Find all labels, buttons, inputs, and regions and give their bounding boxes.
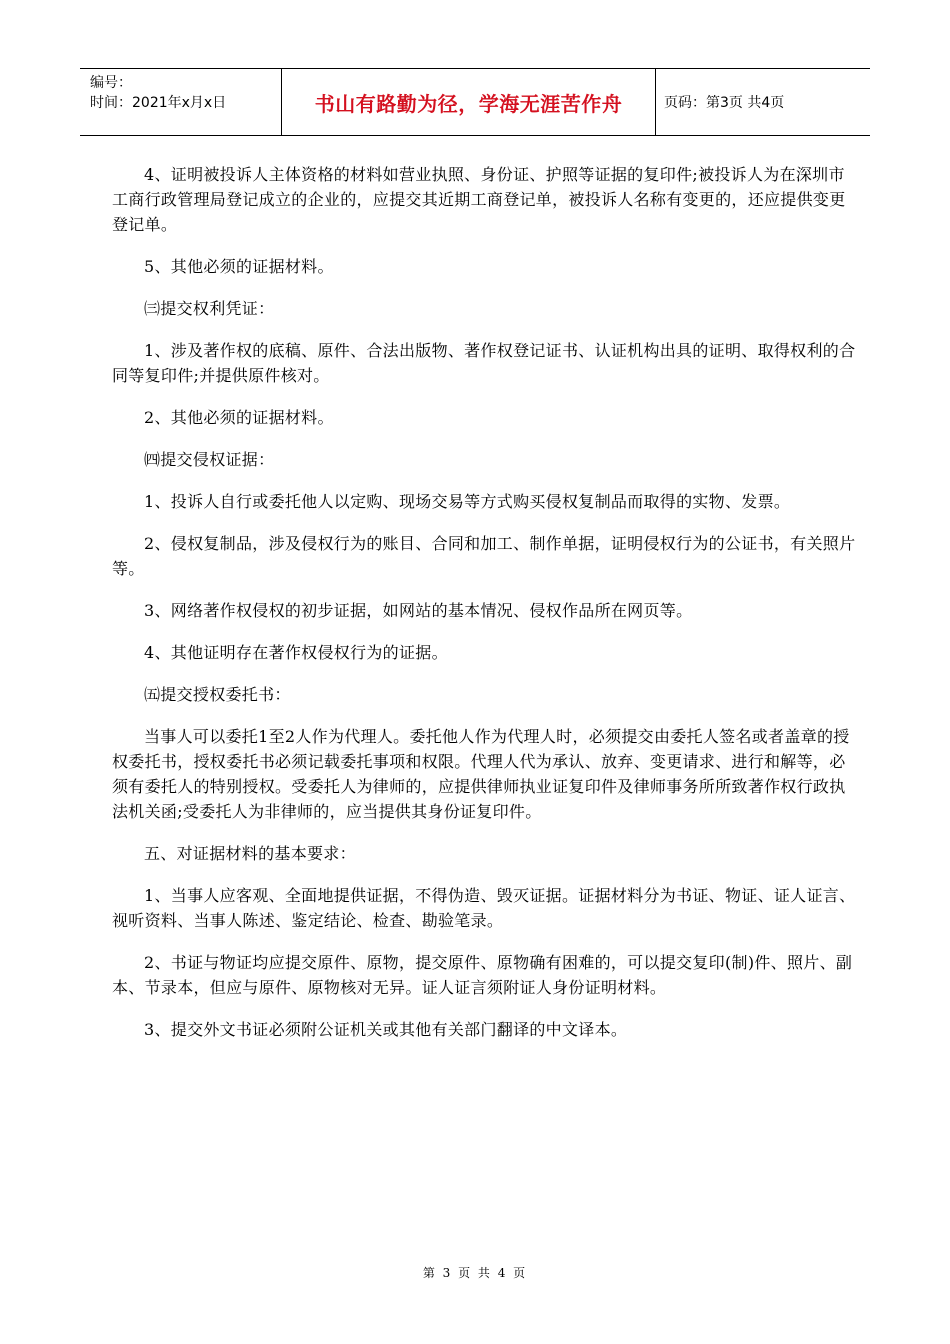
paragraph: 当事人可以委托1至2人作为代理人。委托他人作为代理人时，必须提交由委托人签名或者盖章的授权委托书，授权委托书必须记载委托事项和权限。代理人代为承认、放弃、变更请求、进行和解等，必须有委托人的特别授权。受委托人为律师的，应提供律师执业证复印件及律师事务所所致著作权行政执法机关函;受委托人为非律师的，应当提供其身份证复印件。 [112, 727, 850, 821]
paragraph: 5、其他必须的证据材料。 [144, 257, 334, 276]
document-time-label: 时间：2021年x月x日 [90, 95, 227, 111]
page-footer: 第 3 页 共 4 页 [422, 1266, 528, 1280]
paragraph: 2、其他必须的证据材料。 [144, 408, 334, 427]
document-body [112, 162, 856, 1059]
paragraph: 3、网络著作权侵权的初步证据，如网站的基本情况、侵权作品所在网页等。 [144, 601, 693, 620]
paragraph: 2、侵权复制品，涉及侵权行为的账目、合同和加工、制作单据，证明侵权行为的公证书，有关照片等。 [112, 534, 856, 578]
paragraph: 4、其他证明存在著作权侵权行为的证据。 [144, 643, 448, 662]
document-number-label: 编号： [90, 75, 132, 91]
header-page-info: 页码：第3页 共4页 [664, 95, 785, 111]
section-heading: ㈤提交授权委托书： [144, 685, 291, 704]
paragraph: 3、提交外文书证必须附公证机关或其他有关部门翻译的中文译本。 [144, 1020, 628, 1039]
paragraph: 4、证明被投诉人主体资格的材料如营业执照、身份证、护照等证据的复印件;被投诉人为在深圳市工商行政管理局登记成立的企业的，应提交其近期工商登记单，被投诉人名称有变更的，还应提供变更登记单。 [112, 165, 846, 234]
paragraph: 2、书证与物证均应提交原件、原物，提交原件、原物确有困难的，可以提交复印(制)件、照片、副本、节录本，但应与原件、原物核对无异。证人证言须附证人身份证明材料。 [112, 953, 853, 997]
paragraph: 1、投诉人自行或委托他人以定购、现场交易等方式购买侵权复制品而取得的实物、发票。 [144, 492, 791, 511]
header-meta [80, 69, 282, 135]
section-heading: ㈣提交侵权证据： [144, 450, 275, 469]
page-header [80, 68, 870, 136]
paragraph: 1、当事人应客观、全面地提供证据，不得伪造、毁灭证据。证据材料分为书证、物证、证人证言、视听资料、当事人陈述、鉴定结论、检查、勘验笔录。 [112, 886, 856, 930]
paragraph: 1、涉及著作权的底稿、原件、合法出版物、著作权登记证书、认证机构出具的证明、取得权利的合同等复印件;并提供原件核对。 [112, 341, 856, 385]
header-motto: 书山有路勤为径，学海无涯苦作舟 [282, 69, 656, 135]
section-heading: 五、对证据材料的基本要求： [144, 844, 356, 863]
section-heading: ㈢提交权利凭证： [144, 299, 275, 318]
